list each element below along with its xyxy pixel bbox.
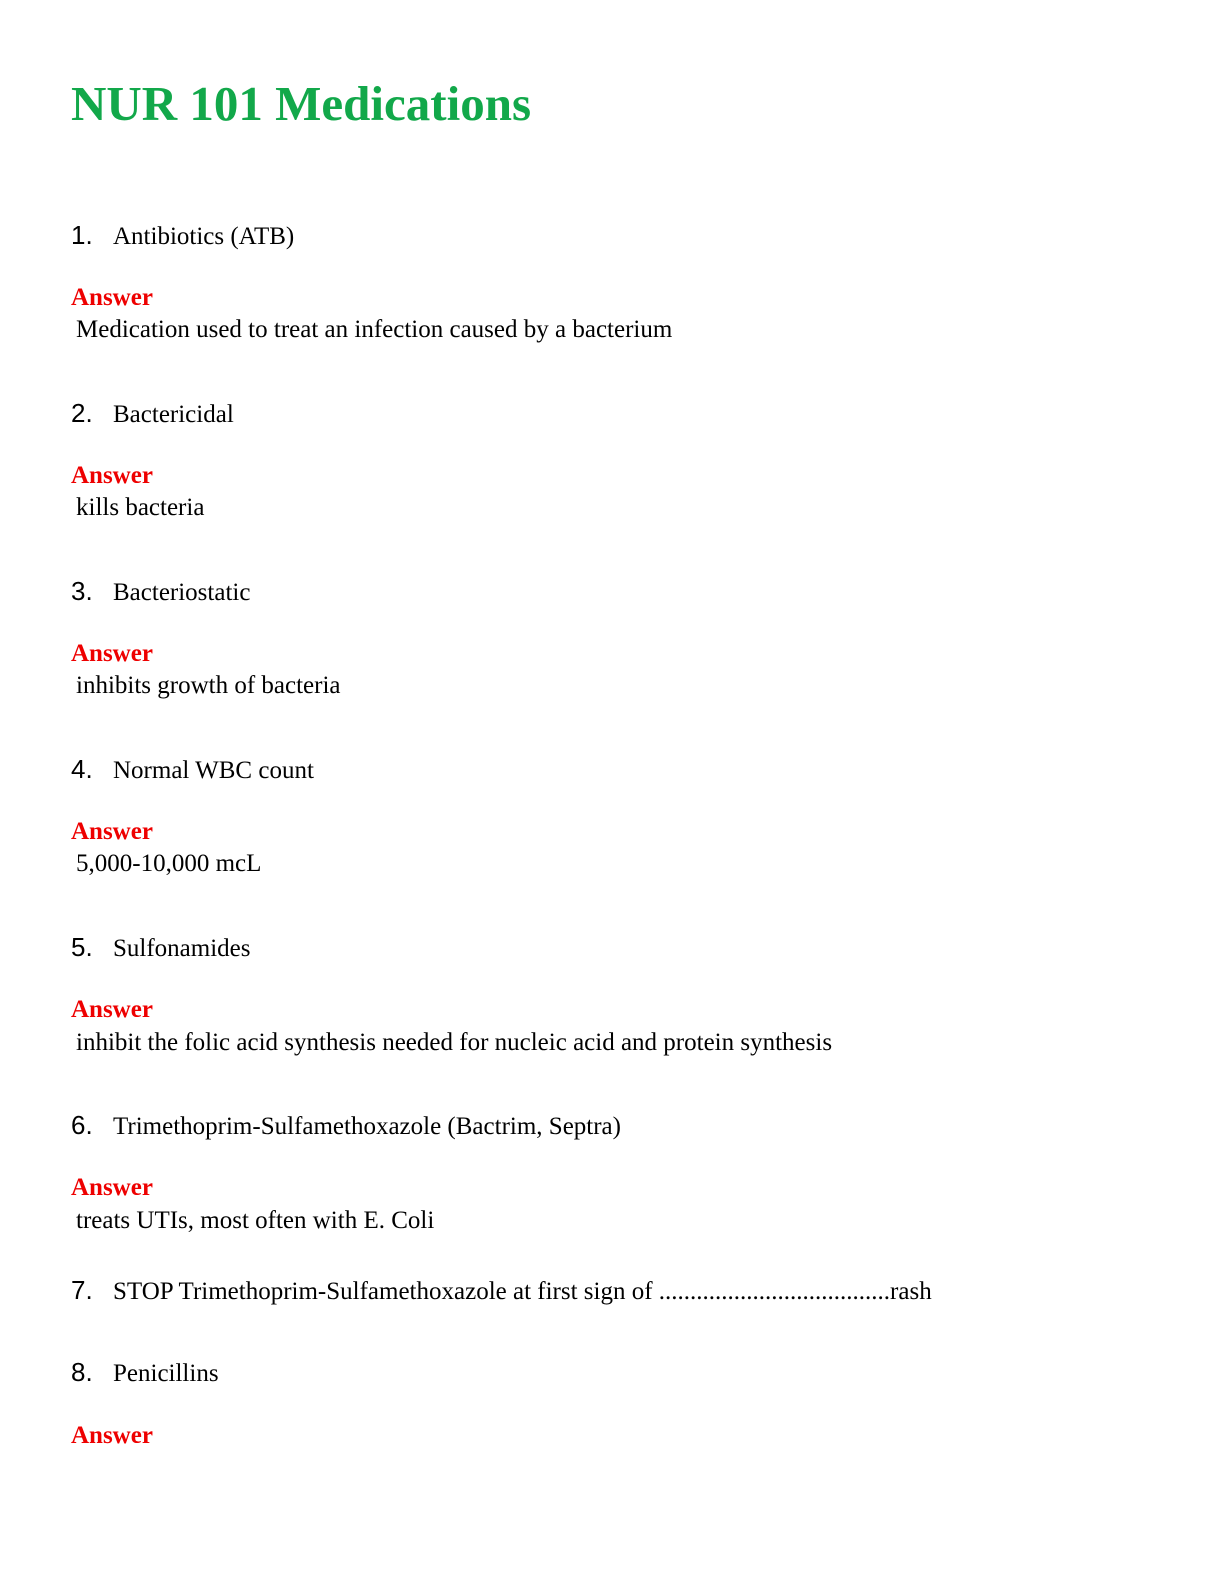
question-text: Sulfonamides (113, 935, 251, 962)
page-title: NUR 101 Medications (71, 76, 532, 131)
question-number: 5. (71, 932, 93, 962)
answer-label: Answer (71, 284, 153, 311)
answer-label: Answer (71, 818, 153, 845)
question-number: 7. (71, 1275, 93, 1305)
question-number: 6. (71, 1110, 93, 1140)
answer-label: Answer (71, 640, 153, 667)
question-text: STOP Trimethoprim-Sulfamethoxazole at first sign of .....................................rash (113, 1278, 932, 1305)
answer-text: Medication used to treat an infection caused by a bacterium (76, 316, 673, 343)
question-text: Normal WBC count (113, 757, 314, 784)
question-number: 8. (71, 1357, 93, 1387)
answer-text: inhibit the folic acid synthesis needed for nucleic acid and protein synthesis (76, 1029, 833, 1056)
answer-text: inhibits growth of bacteria (76, 672, 341, 699)
question-item (71, 395, 234, 431)
question-item (71, 217, 294, 253)
question-number: 4. (71, 754, 93, 784)
question-text: Penicillins (113, 1360, 219, 1387)
question-item (71, 1107, 621, 1143)
answer-text: treats UTIs, most often with E. Coli (76, 1207, 435, 1234)
question-text: Antibiotics (ATB) (113, 223, 295, 250)
question-text: Bactericidal (113, 401, 234, 428)
question-text: Bacteriostatic (113, 579, 251, 606)
question-number: 3. (71, 576, 93, 606)
question-item (71, 929, 251, 965)
answer-text: 5,000-10,000 mcL (76, 850, 262, 877)
answer-label: Answer (71, 996, 153, 1023)
question-number: 2. (71, 398, 93, 428)
answer-label: Answer (71, 1174, 153, 1201)
answer-text: kills bacteria (76, 494, 205, 521)
answer-label: Answer (71, 1422, 153, 1449)
question-item (71, 751, 314, 787)
question-text: Trimethoprim-Sulfamethoxazole (Bactrim, Septra) (113, 1113, 621, 1140)
question-item (71, 1272, 932, 1308)
question-item (71, 573, 250, 609)
question-item (71, 1354, 219, 1390)
answer-label: Answer (71, 462, 153, 489)
question-number: 1. (71, 220, 93, 250)
